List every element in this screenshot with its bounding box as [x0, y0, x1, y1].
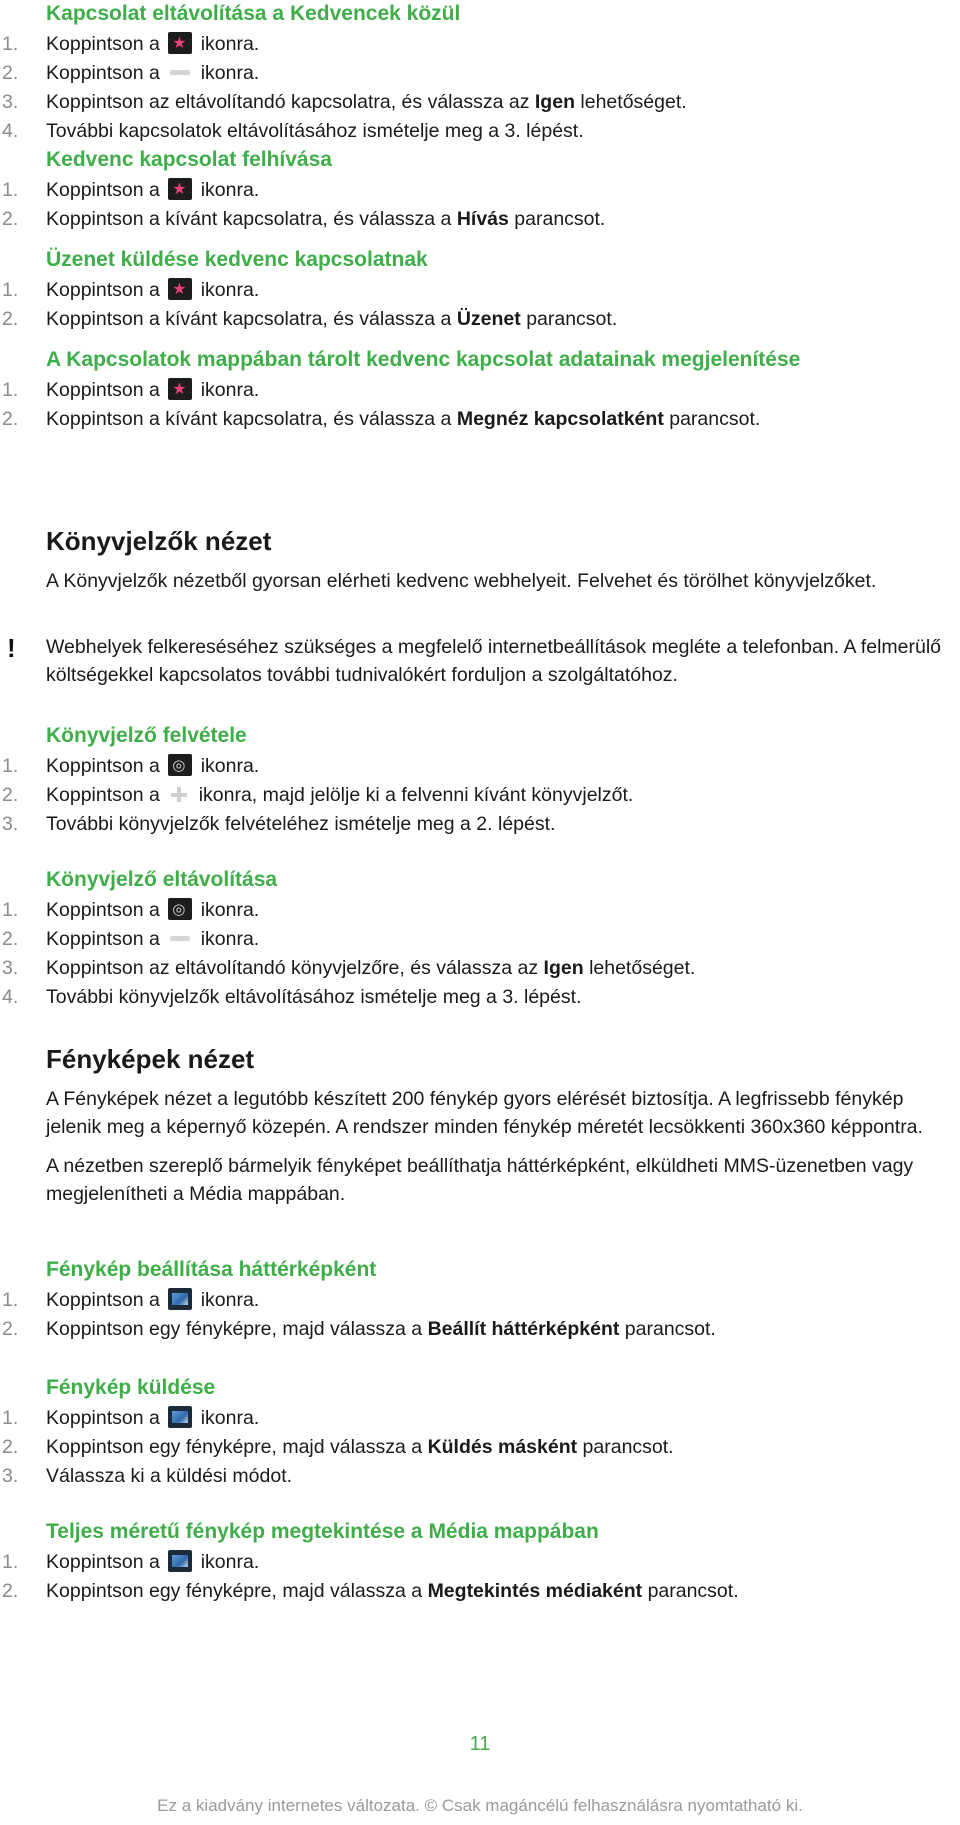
step-number: 1.: [2, 279, 19, 301]
section-title: Könyvjelző felvétele: [46, 724, 247, 747]
list-item: [0, 1315, 960, 1344]
steps-list: [0, 1286, 960, 1344]
section-title: Fénykép beállítása háttérképként: [46, 1258, 377, 1281]
step-number: 4.: [2, 120, 19, 142]
step-text-tail: ikonra.: [200, 33, 260, 55]
step-number: 2.: [2, 784, 19, 806]
list-item: [0, 117, 960, 146]
favorites-icon: [168, 32, 192, 54]
step-emphasis: Beállít háttérképként: [427, 1318, 620, 1340]
page-number: 11: [469, 1733, 491, 1755]
section-title: Kapcsolat eltávolítása a Kedvencek közül: [46, 2, 461, 25]
list-item: [0, 376, 960, 405]
step-number: 1.: [2, 899, 19, 921]
step-text-tail: ikonra.: [200, 1407, 260, 1429]
step-text-tail: ikonra.: [200, 379, 260, 401]
step-number: 3.: [2, 91, 19, 113]
steps-list: [0, 376, 960, 434]
photo-icon: [168, 1406, 192, 1428]
step-text-tail: parancsot.: [669, 408, 761, 430]
step-text-tail: parancsot.: [647, 1580, 739, 1602]
footer-note: Ez a kiadvány internetes változata. © Csak magáncélú felhasználásra nyomtatható ki.: [157, 1796, 803, 1815]
step-text: Koppintson az eltávolítandó kapcsolatra, és válassza az: [46, 91, 530, 113]
photo-icon: [168, 1288, 192, 1310]
step-text: Koppintson a: [46, 784, 160, 806]
step-text-tail: ikonra.: [200, 1289, 260, 1311]
section-title: Teljes méretű fénykép megtekintése a Média mappában: [46, 1520, 599, 1543]
step-number: 1.: [2, 179, 19, 201]
step-text-tail: lehetőséget.: [589, 957, 696, 979]
step-number: 1.: [2, 1407, 19, 1429]
section-bookmarks: [0, 524, 960, 596]
favorites-icon: [168, 178, 192, 200]
step-text: Koppintson a: [46, 755, 160, 777]
warning-text: Webhelyek felkereséséhez szükséges a megfelelő internetbeállítások megléte a telefonban. A felmerülő költségekkel kapcsolatos további tudnivalókért forduljon a szolgáltatóhoz.: [46, 636, 942, 686]
step-number: 3.: [2, 957, 19, 979]
section-title: Üzenet küldése kedvenc kapcsolatnak: [46, 248, 428, 271]
add-icon: [168, 783, 190, 805]
step-number: 1.: [2, 755, 19, 777]
step-text: Koppintson a: [46, 928, 160, 950]
section-title: A Kapcsolatok mappában tárolt kedvenc kapcsolat adatainak megjelenítése: [46, 348, 801, 371]
steps-list: [0, 276, 960, 334]
step-number: 2.: [2, 928, 19, 950]
list-item: [0, 1433, 960, 1462]
step-number: 2.: [2, 1318, 19, 1340]
step-number: 1.: [2, 1551, 19, 1573]
step-text-tail: ikonra.: [200, 179, 260, 201]
section-call-favorite: [0, 146, 960, 234]
step-text: További könyvjelzők felvételéhez ismételje meg a 2. lépést.: [46, 813, 556, 835]
step-text: Koppintson a kívánt kapcsolatra, és válassza a: [46, 408, 452, 430]
heading-bookmarks: Könyvjelzők nézet: [46, 526, 272, 556]
list-item: [0, 276, 960, 305]
list-item: [0, 925, 960, 954]
list-item: [0, 1577, 960, 1606]
remove-icon: [168, 927, 192, 949]
step-text: Koppintson a: [46, 1407, 160, 1429]
step-text-tail: lehetőséget.: [580, 91, 687, 113]
step-number: 1.: [2, 1289, 19, 1311]
section-set-wallpaper: [0, 1256, 960, 1344]
section-view-favorite: [0, 346, 960, 434]
step-text-tail: parancsot.: [624, 1318, 716, 1340]
steps-list: [0, 30, 960, 146]
step-text: Koppintson a: [46, 279, 160, 301]
list-item: [0, 176, 960, 205]
step-text: Koppintson egy fényképre, majd válassza a: [46, 1580, 423, 1602]
warning-note: [0, 634, 960, 689]
section-remove-favorite: [0, 0, 960, 146]
steps-list: [0, 176, 960, 234]
list-item: [0, 752, 960, 781]
step-text-tail: ikonra.: [200, 62, 260, 84]
steps-list: [0, 1548, 960, 1606]
step-text-tail: ikonra.: [200, 928, 260, 950]
step-emphasis: Megtekintés médiaként: [427, 1580, 643, 1602]
step-text-tail: ikonra.: [200, 899, 260, 921]
step-text: Válassza ki a küldési módot.: [46, 1465, 293, 1487]
list-item: [0, 983, 960, 1012]
photos-paragraph-2: A nézetben szereplő bármelyik fényképet beállíthatja háttérképként, elküldheti MMS-üzenetben vagy megjelenítheti a Média mappában.: [46, 1155, 914, 1205]
step-number: 1.: [2, 379, 19, 401]
list-item: [0, 30, 960, 59]
section-view-full-photo: [0, 1518, 960, 1606]
step-text-tail: parancsot.: [582, 1436, 674, 1458]
step-emphasis: Megnéz kapcsolatként: [456, 408, 664, 430]
step-text: Koppintson a: [46, 179, 160, 201]
list-item: [0, 810, 960, 839]
section-add-bookmark: [0, 722, 960, 839]
step-emphasis: Küldés másként: [427, 1436, 578, 1458]
step-text: Koppintson egy fényképre, majd válassza a: [46, 1318, 423, 1340]
step-emphasis: Üzenet: [456, 308, 521, 330]
section-remove-bookmark: [0, 866, 960, 1012]
steps-list: [0, 896, 960, 1012]
step-text-tail: ikonra.: [200, 755, 260, 777]
step-text: További könyvjelzők eltávolításához ismételje meg a 3. lépést.: [46, 986, 582, 1008]
step-number: 3.: [2, 813, 19, 835]
list-item: [0, 1404, 960, 1433]
step-text: Koppintson a: [46, 33, 160, 55]
section-title: Kedvenc kapcsolat felhívása: [46, 148, 332, 171]
step-text-tail: ikonra.: [200, 279, 260, 301]
step-text: Koppintson a: [46, 1551, 160, 1573]
step-text: További kapcsolatok eltávolításához ismételje meg a 3. lépést.: [46, 120, 584, 142]
section-title: Könyvjelző eltávolítása: [46, 868, 278, 891]
list-item: [0, 88, 960, 117]
step-number: 2.: [2, 1436, 19, 1458]
step-text: Koppintson a: [46, 62, 160, 84]
step-text-tail: ikonra, majd jelölje ki a felvenni kívánt könyvjelzőt.: [198, 784, 634, 806]
step-text: Koppintson a: [46, 379, 160, 401]
section-title: Fénykép küldése: [46, 1376, 216, 1399]
step-number: 2.: [2, 1580, 19, 1602]
list-item: [0, 1548, 960, 1577]
warning-icon: !: [7, 633, 16, 663]
list-item: [0, 205, 960, 234]
section-photos: [0, 1042, 960, 1208]
section-message-favorite: [0, 246, 960, 334]
step-text: Koppintson a: [46, 1289, 160, 1311]
steps-list: [0, 752, 960, 839]
step-text: Koppintson a: [46, 899, 160, 921]
step-text-tail: parancsot.: [514, 208, 606, 230]
step-number: 1.: [2, 33, 19, 55]
step-text: Koppintson a kívánt kapcsolatra, és válassza a: [46, 208, 452, 230]
list-item: [0, 405, 960, 434]
list-item: [0, 59, 960, 88]
step-number: 2.: [2, 308, 19, 330]
step-number: 2.: [2, 208, 19, 230]
list-item: [0, 896, 960, 925]
step-text-tail: parancsot.: [526, 308, 618, 330]
step-number: 4.: [2, 986, 19, 1008]
step-number: 2.: [2, 62, 19, 84]
step-emphasis: Hívás: [456, 208, 509, 230]
step-text: Koppintson a kívánt kapcsolatra, és válassza a: [46, 308, 452, 330]
step-text: Koppintson az eltávolítandó könyvjelzőre, és válassza az: [46, 957, 539, 979]
step-text-tail: ikonra.: [200, 1551, 260, 1573]
list-item: [0, 954, 960, 983]
step-number: 2.: [2, 408, 19, 430]
list-item: [0, 781, 960, 810]
favorites-icon: [168, 378, 192, 400]
list-item: [0, 1462, 960, 1491]
step-number: 3.: [2, 1465, 19, 1487]
bookmarks-intro: A Könyvjelzők nézetből gyorsan elérheti kedvenc webhelyeit. Felvehet és törölhet könyvjelzőket.: [46, 570, 877, 592]
steps-list: [0, 1404, 960, 1491]
step-text: Koppintson egy fényképre, majd válassza a: [46, 1436, 423, 1458]
list-item: [0, 305, 960, 334]
section-send-photo: [0, 1374, 960, 1491]
remove-icon: [168, 61, 192, 83]
step-emphasis: Igen: [534, 91, 575, 113]
globe-icon: [168, 754, 192, 776]
heading-photos: Fényképek nézet: [46, 1044, 255, 1074]
globe-icon: [168, 898, 192, 920]
photo-icon: [168, 1550, 192, 1572]
photos-paragraph-1: A Fényképek nézet a legutóbb készített 200 fénykép gyors elérését biztosítja. A legfrissebb fénykép jelenik meg a képernyő közepén. A rendszer minden fénykép méretét lecsökkenti 360x360 képpontra.: [46, 1088, 923, 1138]
list-item: [0, 1286, 960, 1315]
favorites-icon: [168, 278, 192, 300]
step-emphasis: Igen: [543, 957, 584, 979]
